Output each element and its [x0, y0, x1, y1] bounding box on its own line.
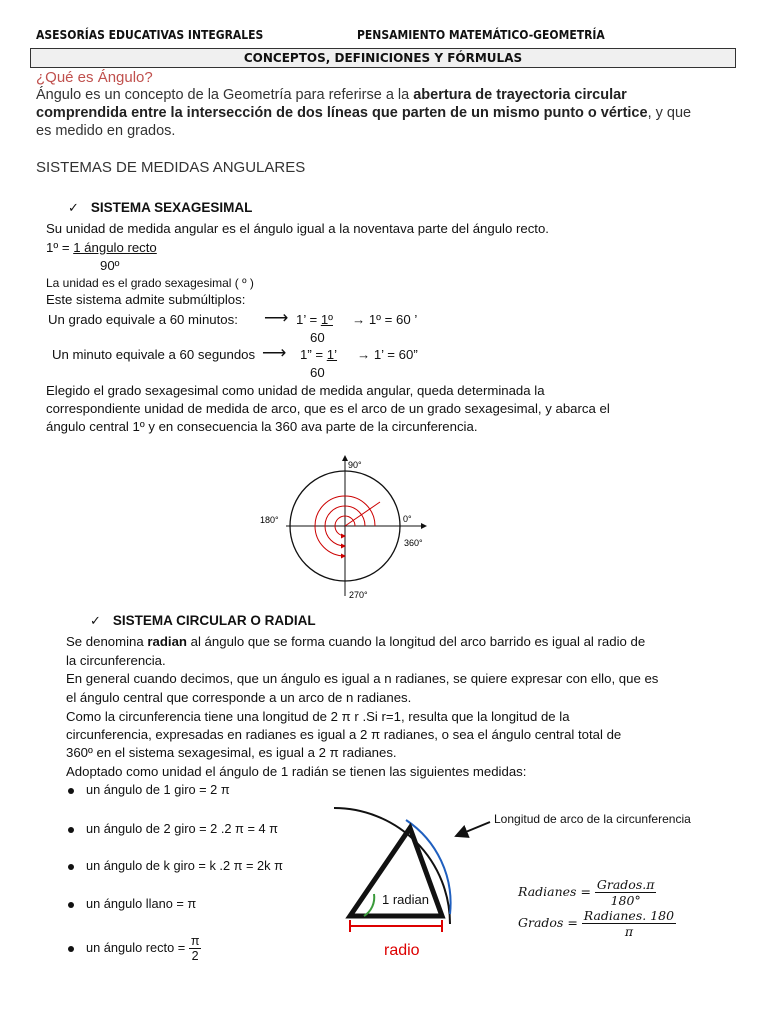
formula-radianes: [518, 877, 656, 908]
radial-title: SISTEMA CIRCULAR O RADIAL: [112, 613, 316, 628]
arrow-icon: ⟶: [264, 308, 289, 327]
formula-grados: [518, 908, 676, 939]
intro-line-1: [36, 87, 627, 103]
bullet-icon: [68, 827, 74, 833]
frac-den: 2: [191, 949, 199, 963]
sexa-line-1: Su unidad de medida angular es el ángulo igual a la noventava parte del ángulo recto.: [46, 221, 549, 236]
label-360: 360°: [404, 538, 423, 548]
radial-line-8: Adoptado como unidad el ángulo de 1 radián se tienen las siguientes medidas:: [66, 764, 527, 779]
sexa-l6b: 1’ =: [296, 312, 321, 327]
bullet-icon: [68, 864, 74, 870]
intro-line-3: es medido en grados.: [36, 123, 176, 139]
one-radian-label: 1 radian: [382, 892, 429, 907]
sistemas-title: SISTEMAS DE MEDIDAS ANGULARES: [36, 159, 306, 176]
sexagesimal-title: SISTEMA SEXAGESIMAL: [90, 200, 253, 215]
question-title: ¿Qué es Ángulo?: [36, 69, 153, 86]
sexa-line-6-eq: [296, 312, 333, 327]
label-90: 90°: [348, 460, 362, 470]
sexa-line-7-res: → 1’ = 60”: [357, 347, 418, 362]
label-180: 180°: [260, 515, 279, 525]
bullet-icon: [68, 902, 74, 908]
radial-l1a: Se denomina: [66, 634, 148, 649]
sexa-l6c: 1º: [320, 312, 333, 327]
bullet-4: [68, 896, 196, 911]
intro-bold-2: comprendida entre la intersección de dos líneas que parten de un mismo punto o vértice: [36, 105, 648, 121]
bullet-text: un ángulo de 1 giro = 2 π: [86, 782, 230, 797]
bullet-2: [68, 821, 278, 836]
radial-line-6: circunferencia, expresadas en radianes es igual a 2 π radianes, o sea el ángulo central total de: [66, 727, 622, 742]
bullet-text: un ángulo de 2 giro = 2 .2 π = 4 π: [86, 821, 278, 836]
bullet-5: [68, 934, 201, 963]
radial-line-2: la circunferencia.: [66, 653, 166, 668]
radial-l1b: radian: [147, 634, 187, 649]
sexa-line-6-den: 60: [310, 330, 325, 345]
sexa-l2b: 1 ángulo recto: [73, 240, 157, 255]
radial-line-5: Como la circunferencia tiene una longitud de 2 π r .Si r=1, resulta que la longitud de la: [66, 709, 570, 724]
sexa-line-6: Un grado equivale a 60 minutos:: [48, 312, 238, 327]
sexa-line-2: [46, 240, 157, 255]
bullet-text: un ángulo recto =: [86, 939, 189, 955]
sexa-line-5: Este sistema admite submúltiplos:: [46, 292, 246, 307]
intro-bold: abertura de trayectoria circular: [413, 87, 627, 103]
sexagesimal-heading: [68, 200, 252, 216]
formula-1-den: 180°: [610, 893, 641, 908]
formula-2-lhs: Grados =: [518, 915, 582, 930]
radial-line-4: el ángulo central que corresponde a un arco de n radianes.: [66, 690, 412, 705]
bullet-1: [68, 782, 230, 797]
bullet-text: un ángulo de k giro = k .2 π = 2k π: [86, 858, 283, 873]
label-270: 270°: [349, 590, 368, 600]
degree-circle-figure: [250, 450, 440, 602]
radial-line-3: En general cuando decimos, que un ángulo es igual a n radianes, se quiere expresar con ello, que es: [66, 671, 659, 686]
sexa-para-2: correspondiente unidad de medida de arco, que es el arco de un grado sexagesimal, y abarca el: [46, 401, 610, 416]
sexa-l7b: 1” =: [300, 347, 327, 362]
sexa-line-3: 90º: [100, 258, 120, 273]
radial-line-7: 360º en el sistema sexagesimal, es igual a 2 π radianes.: [66, 745, 397, 760]
arc-length-label: Longitud de arco de la circunferencia: [494, 812, 691, 826]
sexa-line-4: La unidad es el grado sexagesimal ( º ): [46, 276, 254, 290]
formula-1-lhs: Radianes =: [518, 884, 595, 899]
formula-2-den: π: [624, 924, 634, 939]
arrow-icon-2: ⟶: [262, 343, 287, 362]
check-icon-2: ✓: [90, 614, 101, 629]
radial-line-1: [66, 634, 645, 649]
pi-over-2: [189, 934, 202, 963]
sexa-line-7: Un minuto equivale a 60 segundos: [52, 347, 256, 362]
bullet-text: un ángulo llano = π: [86, 896, 197, 911]
sexa-line-7-den: 60: [310, 365, 325, 380]
arc-pointer-arrow: [456, 822, 490, 836]
formula-1-num: Grados.π: [596, 877, 655, 892]
bullet-icon: [68, 788, 74, 794]
header-bar: [30, 48, 736, 68]
sexa-para-3: ángulo central 1º y en consecuencia la 360 ava parte de la circunferencia.: [46, 419, 478, 434]
bullet-icon: [68, 946, 74, 952]
radial-heading: [90, 613, 316, 629]
sexa-line-6-res: → 1º = 60 ’: [352, 312, 418, 327]
radial-l1c: al ángulo que se forma cuando la longitud del arco barrido es igual al radio de: [186, 634, 646, 649]
sexa-l7c: 1’: [326, 347, 338, 362]
intro-text-2: , y que: [647, 105, 692, 121]
header-left: ASESORÍAS EDUCATIVAS INTEGRALES: [36, 28, 264, 42]
sexa-line-7-eq: [300, 347, 337, 362]
sexa-para-1: Elegido el grado sexagesimal como unidad de medida angular, queda determinada la: [46, 383, 545, 398]
frac-num: π: [190, 934, 200, 948]
formula-1-frac: [595, 877, 657, 908]
radio-label: radio: [384, 942, 420, 959]
formula-2-frac: [582, 908, 676, 939]
formula-2-num: Radianes. 180: [583, 908, 675, 923]
sexa-l2a: 1º =: [46, 240, 74, 255]
check-icon: ✓: [68, 201, 79, 216]
intro-line-2: [36, 105, 691, 121]
header-bar-title: CONCEPTOS, DEFINICIONES Y FÓRMULAS: [243, 51, 523, 65]
label-0: 0°: [403, 514, 412, 524]
intro-text: Ángulo es un concepto de la Geometría para referirse a la: [36, 87, 414, 103]
header-right: PENSAMIENTO MATEMÁTICO-GEOMETRÍA: [357, 28, 605, 42]
bullet-3: [68, 858, 283, 873]
